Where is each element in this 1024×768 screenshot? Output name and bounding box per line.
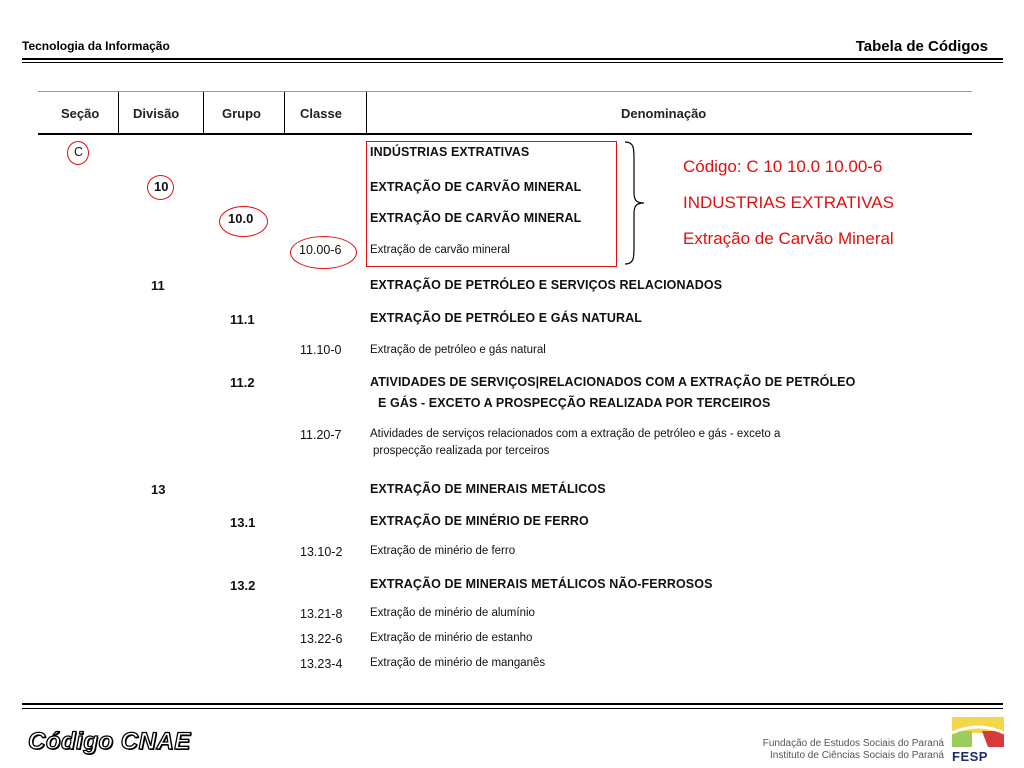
highlight-box-denominacao xyxy=(366,141,617,267)
denominacao-grupo: EXTRAÇÃO DE MINERAIS METÁLICOS NÃO-FERROSOS xyxy=(370,577,713,591)
divisao-code: 10 xyxy=(154,179,169,194)
col-header-grupo: Grupo xyxy=(222,106,261,121)
header-rule-thin xyxy=(22,62,1003,63)
col-divider xyxy=(284,92,285,133)
denominacao-divisao: EXTRAÇÃO DE PETRÓLEO E SERVIÇOS RELACIONADOS xyxy=(370,278,723,292)
denominacao-classe-cont: prospecção realizada por terceiros xyxy=(373,445,550,457)
denominacao-grupo: EXTRAÇÃO DE PETRÓLEO E GÁS NATURAL xyxy=(370,311,642,325)
denominacao-grupo: EXTRAÇÃO DE MINÉRIO DE FERRO xyxy=(370,514,589,528)
secao-code: C xyxy=(74,145,84,159)
denominacao-grupo-cont: E GÁS - EXCETO A PROSPECÇÃO REALIZADA POR TERCEIROS xyxy=(378,396,771,410)
classe-code: 10.00-6 xyxy=(299,243,342,257)
footer-rule-thin xyxy=(22,708,1003,709)
grupo-code: 13.2 xyxy=(230,578,256,593)
col-divider xyxy=(366,92,367,133)
institution-name-1: Fundação de Estudos Sociais do Paraná xyxy=(762,738,944,749)
denominacao-grupo: ATIVIDADES DE SERVIÇOS|RELACIONADOS COM A EXTRAÇÃO DE PETRÓLEO xyxy=(370,375,856,389)
highlight-circle-classe xyxy=(290,236,357,269)
annotation-code: Código: C 10 10.0 10.00-6 xyxy=(683,157,883,176)
classe-code: 13.23-4 xyxy=(300,657,343,671)
footer-rule xyxy=(22,703,1003,705)
fesp-logo-icon xyxy=(952,717,1004,749)
highlight-circle-divisao xyxy=(147,175,174,200)
grupo-code: 11.2 xyxy=(230,375,255,390)
denominacao-classe: Extração de minério de ferro xyxy=(370,545,516,557)
header-rule xyxy=(22,58,1003,60)
header-left-title: Tecnologia da Informação xyxy=(22,39,170,53)
col-header-denominacao: Denominação xyxy=(621,106,707,121)
table-top-rule xyxy=(38,91,972,92)
header-bottom-rule xyxy=(38,133,972,135)
denominacao-classe: Extração de petróleo e gás natural xyxy=(370,344,546,356)
brace-icon xyxy=(622,140,650,266)
col-header-divisao: Divisão xyxy=(133,106,180,121)
brand-title: Código CNAE xyxy=(28,728,191,755)
grupo-code: 10.0 xyxy=(228,211,254,226)
classe-code: 13.10-2 xyxy=(300,545,343,559)
grupo-code: 13.1 xyxy=(230,515,256,530)
col-divider xyxy=(118,92,119,133)
grupo-code: 11.1 xyxy=(230,312,255,327)
denominacao-classe: Extração de minério de estanho xyxy=(370,632,533,644)
denominacao-divisao: EXTRAÇÃO DE MINERAIS METÁLICOS xyxy=(370,482,606,496)
annotation-class: Extração de Carvão Mineral xyxy=(683,229,894,248)
denominacao-grupo: EXTRAÇÃO DE CARVÃO MINERAL xyxy=(370,211,582,225)
classe-code: 11.20-7 xyxy=(300,428,342,442)
fesp-logo-text: FESP xyxy=(952,749,988,764)
denominacao-classe: Extração de carvão mineral xyxy=(370,244,510,256)
denominacao-divisao: EXTRAÇÃO DE CARVÃO MINERAL xyxy=(370,180,582,194)
divisao-code: 13 xyxy=(151,482,166,497)
header-right-title: Tabela de Códigos xyxy=(855,38,988,55)
col-header-classe: Classe xyxy=(300,106,342,121)
classe-code: 11.10-0 xyxy=(300,343,342,357)
annotation-section: INDUSTRIAS EXTRATIVAS xyxy=(683,193,894,212)
institution-name-2: Instituto de Ciências Sociais do Paraná xyxy=(770,750,944,761)
denominacao-secao: INDÚSTRIAS EXTRATIVAS xyxy=(370,145,530,159)
denominacao-classe: Extração de minério de manganês xyxy=(370,657,546,669)
highlight-circle-secao xyxy=(67,141,89,165)
col-divider xyxy=(203,92,204,133)
classe-code: 13.21-8 xyxy=(300,607,343,621)
classe-code: 13.22-6 xyxy=(300,632,343,646)
divisao-code: 11 xyxy=(151,278,165,293)
denominacao-classe: Extração de minério de alumínio xyxy=(370,607,535,619)
denominacao-classe: Atividades de serviços relacionados com a extração de petróleo e gás - exceto a xyxy=(370,428,781,440)
highlight-circle-grupo xyxy=(219,206,268,237)
col-header-secao: Seção xyxy=(61,106,100,121)
